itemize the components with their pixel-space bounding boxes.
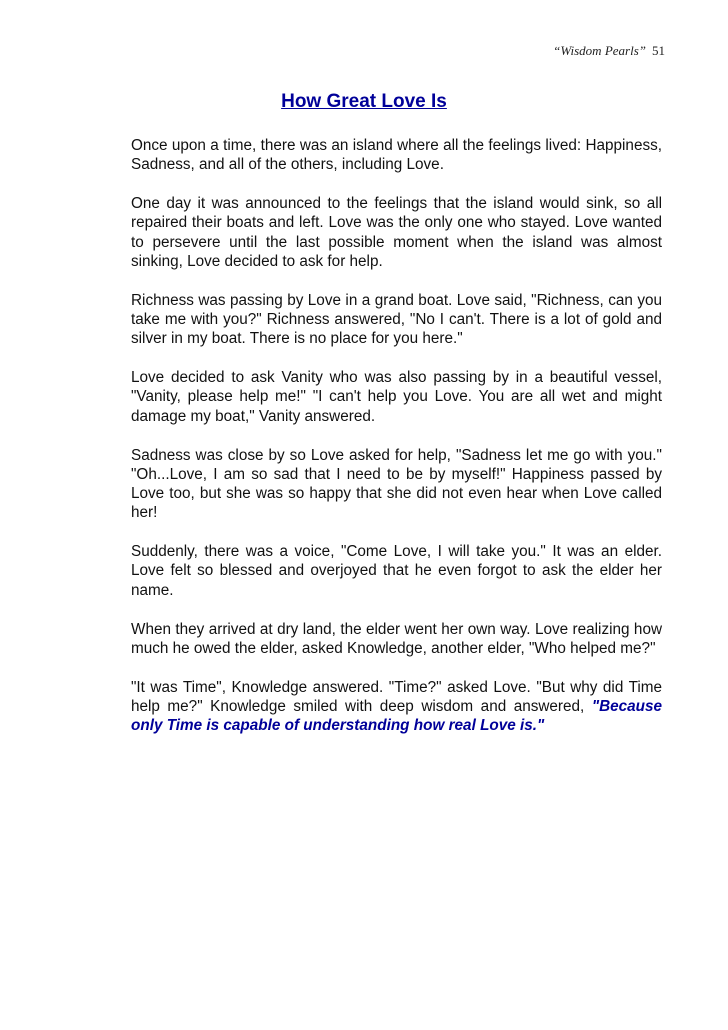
page-number: 51 [652,43,665,58]
book-title: “Wisdom Pearls” [553,43,646,58]
paragraph: When they arrived at dry land, the elder went her own way. Love realizing how much he owed the elder, asked Knowledge, another elder, "Who helped me?" [131,620,662,657]
story-body [131,136,662,755]
paragraph: Love decided to ask Vanity who was also passing by in a beautiful vessel, "Vanity, please help me!" "I can't help you Love. You are all wet and might damage my boat," Vanity answered. [131,369,662,425]
paragraph: Sadness was close by so Love asked for help, "Sadness let me go with you." "Oh...Love, I am so sad that I need to be by myself!" Happiness passed by Love too, but she was so happy that she did not even hear when Love called her! [131,446,662,522]
story-title: How Great Love Is [281,91,447,112]
paragraph: Suddenly, there was a voice, "Come Love, I will take you." It was an elder. Love felt so blessed and overjoyed that he even forgot to ask the elder her name. [131,543,662,599]
running-header [553,43,665,59]
moral-quote: "Because only Time is capable of understanding how real Love is." [131,698,662,735]
paragraph: Once upon a time, there was an island where all the feelings lived: Happiness, Sadness, and all of the others, including Love. [131,137,662,174]
paragraph: Richness was passing by Love in a grand boat. Love said, "Richness, can you take me with you?" Richness answered, "No I can't. There is a lot of gold and silver in my boat. There is no place for you here." [131,291,662,348]
final-paragraph [131,678,662,736]
final-paragraph-text: "It was Time", Knowledge answered. "Time?" asked Love. "But why did Time help me?" Knowledge smiled with deep wisdom and answered, [131,678,662,716]
paragraph: One day it was announced to the feelings that the island would sink, so all repaired their boats and left. Love was the only one who stayed. Love wanted to persevere until the last possible moment when the island was almost sinking, Love decided to ask for help. [131,195,662,270]
